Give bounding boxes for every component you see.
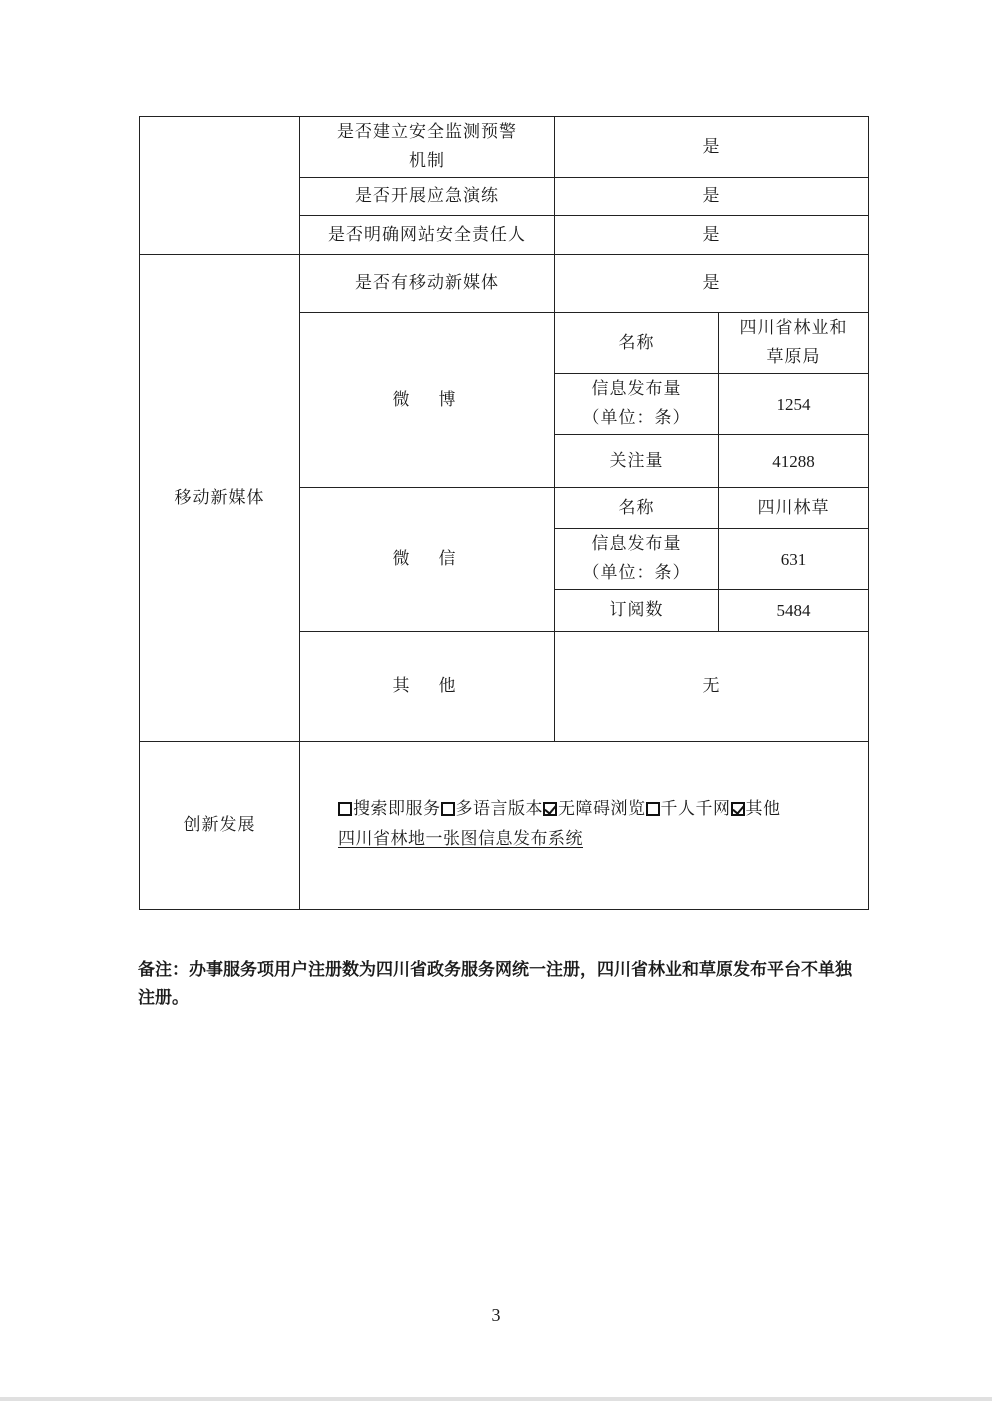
- page-bottom-edge: [0, 1397, 992, 1401]
- security-monitoring-value: 是: [702, 136, 721, 157]
- wechat-posts-label-line1: 信息发布量: [591, 534, 682, 554]
- weibo-followers-label: 关注量: [609, 450, 664, 471]
- option-multilanguage[interactable]: [441, 799, 544, 819]
- security-owner-value: 是: [702, 224, 721, 245]
- option-label: 多语言版本: [455, 799, 543, 819]
- weibo-name-label: 名称: [618, 332, 655, 353]
- option-other[interactable]: [731, 799, 781, 819]
- wechat-name-label: 名称: [618, 497, 655, 518]
- remark-note: 备注：办事服务项用户注册数为四川省政务服务网统一注册，四川省林业和草原发布平台不单独注册。: [138, 960, 852, 1008]
- weibo-name-line1: 四川省林业和: [739, 318, 848, 338]
- wechat-posts-label: [555, 529, 718, 589]
- emergency-drill-value: 是: [702, 186, 721, 206]
- option-label: 其他: [745, 799, 781, 819]
- wechat-subscribers-value: 5484: [776, 601, 811, 620]
- weibo-label: 微 博: [392, 389, 462, 410]
- page-number: 3: [491, 1305, 501, 1325]
- wechat-name-value: 四川林草: [757, 497, 830, 518]
- weibo-name-line2: 草原局: [766, 347, 821, 367]
- option-search-as-service[interactable]: [338, 799, 441, 819]
- option-personalized[interactable]: [646, 799, 731, 819]
- innovation-options: [338, 794, 863, 854]
- option-label: 搜索即服务: [353, 799, 441, 819]
- checkbox-unchecked-icon: [338, 802, 352, 816]
- weibo-name-value: [719, 313, 868, 373]
- option-accessibility[interactable]: [543, 799, 646, 819]
- has-media-label: 是否有移动新媒体: [355, 273, 499, 293]
- checkbox-checked-icon: [543, 802, 557, 816]
- security-monitoring-label-line2: 机制: [409, 151, 445, 171]
- weibo-posts-value: 1254: [776, 394, 811, 414]
- checkbox-checked-icon: [731, 802, 745, 816]
- option-label: 千人千网: [660, 799, 731, 819]
- media-section-label: 移动新媒体: [174, 487, 265, 508]
- wechat-posts-label-line2: （单位：条）: [582, 563, 691, 583]
- innovation-section-label: 创新发展: [183, 815, 256, 835]
- security-monitoring-label-line1: 是否建立安全监测预警: [337, 122, 517, 142]
- checkbox-unchecked-icon: [646, 802, 660, 816]
- other-detail-text: 四川省林地一张图信息发布系统: [338, 829, 583, 849]
- other-media-label: 其 他: [392, 676, 462, 696]
- wechat-label: 微 信: [392, 549, 462, 569]
- wechat-posts-value: 631: [780, 549, 807, 569]
- weibo-posts-label: [555, 374, 718, 434]
- security-monitoring-label: [300, 117, 554, 177]
- option-label: 无障碍浏览: [558, 799, 646, 819]
- weibo-followers-value: 41288: [772, 451, 815, 471]
- weibo-posts-label-line1: 信息发布量: [591, 379, 682, 399]
- has-media-value: 是: [702, 273, 721, 293]
- security-owner-label: 是否明确网站安全责任人: [328, 224, 526, 245]
- checkbox-unchecked-icon: [441, 802, 455, 816]
- wechat-subscribers-label: 订阅数: [609, 600, 664, 620]
- emergency-drill-label: 是否开展应急演练: [355, 186, 499, 206]
- other-media-value: 无: [702, 676, 721, 696]
- weibo-posts-label-line2: （单位：条）: [582, 408, 691, 428]
